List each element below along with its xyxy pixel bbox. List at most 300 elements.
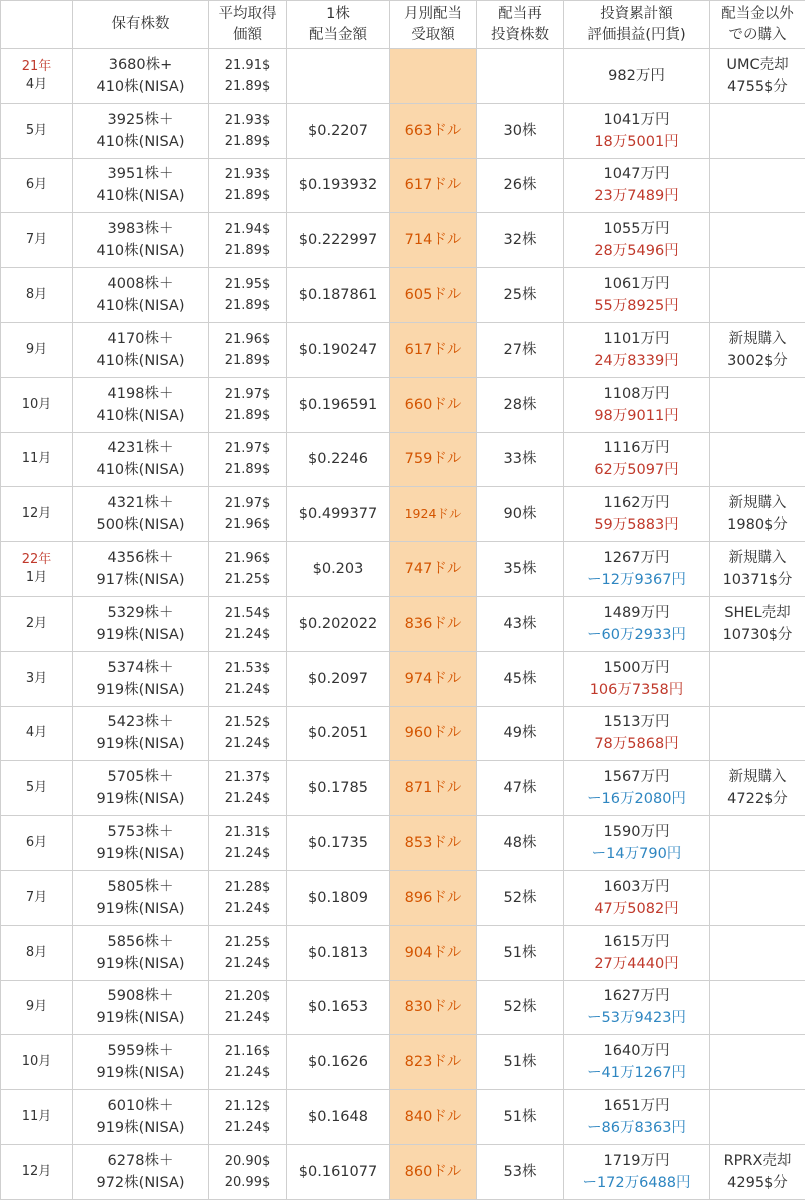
month-cell <box>1 706 73 761</box>
monthly-received-cell: 617ドル <box>390 158 477 213</box>
table-row <box>1 432 805 487</box>
other-purchase-line2: 4295$分 <box>727 1174 788 1191</box>
year-label: 22年 <box>21 552 52 568</box>
month-label: 7月 <box>25 232 48 248</box>
avg-price-nisa: 21.89$ <box>224 78 271 94</box>
shares-regular: 5423株＋ <box>107 714 174 731</box>
shares-regular: 4008株＋ <box>107 276 174 293</box>
investment-total: 1603万円 <box>603 878 670 895</box>
table-row <box>1 487 805 542</box>
avg-price-cell <box>209 870 287 925</box>
shares-nisa: 917株(NISA) <box>96 572 185 589</box>
reinvested-shares-cell <box>477 49 564 104</box>
avg-price-cell <box>209 487 287 542</box>
avg-price-nisa: 21.24$ <box>224 736 271 752</box>
avg-price-nisa: 21.24$ <box>224 1065 271 1081</box>
monthly-received-cell: 605ドル <box>390 268 477 323</box>
other-purchase-cell <box>710 268 805 323</box>
reinvested-shares-cell: 45株 <box>477 651 564 706</box>
shares-nisa: 410株(NISA) <box>96 352 185 369</box>
shares-nisa: 972株(NISA) <box>96 1174 185 1191</box>
profit-loss: ー60万2933円 <box>587 626 686 643</box>
profit-loss: 27万4440円 <box>594 955 679 972</box>
month-label: 12月 <box>21 1163 52 1179</box>
dividend-per-share-cell: $0.161077 <box>287 1144 390 1199</box>
month-label: 11月 <box>21 451 52 467</box>
shares-regular: 6010株＋ <box>107 1098 174 1115</box>
table-row <box>1 925 805 980</box>
reinvested-shares-cell: 33株 <box>477 432 564 487</box>
investment-value-cell <box>564 761 710 816</box>
avg-price-cell <box>209 1090 287 1145</box>
reinvested-shares-cell: 28株 <box>477 377 564 432</box>
dividend-per-share-cell <box>287 49 390 104</box>
shares-nisa: 919株(NISA) <box>96 1065 185 1082</box>
month-cell <box>1 432 73 487</box>
shares-nisa: 410株(NISA) <box>96 243 185 260</box>
month-cell <box>1 213 73 268</box>
shares-cell <box>73 268 209 323</box>
avg-price-nisa: 21.24$ <box>224 846 271 862</box>
dividend-per-share-cell: $0.222997 <box>287 213 390 268</box>
month-label: 2月 <box>25 615 48 631</box>
investment-total: 1041万円 <box>603 111 670 128</box>
other-purchase-cell <box>710 542 805 597</box>
dividend-per-share-cell: $0.190247 <box>287 322 390 377</box>
other-purchase-cell <box>710 1090 805 1145</box>
other-purchase-cell <box>710 158 805 213</box>
table-body <box>1 49 805 1200</box>
avg-price-regular: 21.37$ <box>224 770 271 786</box>
avg-price-cell <box>209 322 287 377</box>
investment-total: 1055万円 <box>603 221 670 238</box>
month-label: 4月 <box>25 76 48 92</box>
month-label: 12月 <box>21 506 52 522</box>
shares-cell <box>73 377 209 432</box>
monthly-received-cell: 974ドル <box>390 651 477 706</box>
avg-price-cell <box>209 49 287 104</box>
header-reinv-line1: 配当再 <box>498 5 542 22</box>
shares-nisa: 919株(NISA) <box>96 736 185 753</box>
investment-value-cell <box>564 49 710 104</box>
monthly-received-cell: 1924ドル <box>390 487 477 542</box>
header-investment-value <box>564 1 710 49</box>
shares-cell <box>73 870 209 925</box>
avg-price-regular: 21.28$ <box>224 879 271 895</box>
month-label: 8月 <box>25 287 48 303</box>
month-label: 4月 <box>25 725 48 741</box>
shares-regular: 3951株＋ <box>107 166 174 183</box>
avg-price-cell <box>209 706 287 761</box>
investment-total: 1719万円 <box>603 1152 670 1169</box>
other-purchase-line1: 新規購入 <box>728 330 787 347</box>
other-purchase-cell <box>710 103 805 158</box>
reinvested-shares-cell: 43株 <box>477 596 564 651</box>
shares-cell <box>73 432 209 487</box>
other-purchase-cell <box>710 432 805 487</box>
other-purchase-cell <box>710 596 805 651</box>
avg-price-nisa: 21.24$ <box>224 955 271 971</box>
header-monthly-line1: 月別配当 <box>404 5 462 22</box>
other-purchase-cell <box>710 870 805 925</box>
other-purchase-cell <box>710 980 805 1035</box>
header-other-purchases <box>710 1 805 49</box>
other-purchase-cell <box>710 761 805 816</box>
header-reinv-line2: 投資株数 <box>491 26 549 43</box>
dividend-per-share-cell: $0.499377 <box>287 487 390 542</box>
avg-price-nisa: 21.24$ <box>224 900 271 916</box>
avg-price-regular: 21.52$ <box>224 715 271 731</box>
investment-value-cell <box>564 432 710 487</box>
reinvested-shares-cell: 51株 <box>477 1035 564 1090</box>
shares-nisa: 919株(NISA) <box>96 846 185 863</box>
other-purchase-line1: SHEL売却 <box>724 604 791 621</box>
avg-price-regular: 21.93$ <box>224 112 271 128</box>
profit-loss: ー12万9367円 <box>587 572 686 589</box>
avg-price-nisa: 21.89$ <box>224 407 271 423</box>
profit-loss: 28万5496円 <box>594 243 679 260</box>
profit-loss: ー14万790円 <box>591 846 682 863</box>
shares-nisa: 500株(NISA) <box>96 517 185 534</box>
shares-regular: 5374株＋ <box>107 659 174 676</box>
reinvested-shares-cell: 51株 <box>477 1090 564 1145</box>
other-purchase-cell <box>710 322 805 377</box>
monthly-received-cell: 853ドル <box>390 816 477 871</box>
shares-nisa: 919株(NISA) <box>96 1010 185 1027</box>
table-row <box>1 1090 805 1145</box>
month-label: 5月 <box>25 122 48 138</box>
avg-price-nisa: 21.89$ <box>224 243 271 259</box>
other-purchase-line1: UMC売却 <box>726 56 789 73</box>
avg-price-cell <box>209 925 287 980</box>
table-header <box>1 1 805 49</box>
monthly-received-cell: 830ドル <box>390 980 477 1035</box>
avg-price-cell <box>209 158 287 213</box>
month-cell <box>1 816 73 871</box>
other-purchase-line2: 1980$分 <box>727 517 788 534</box>
dividend-per-share-cell: $0.187861 <box>287 268 390 323</box>
month-label: 6月 <box>25 177 48 193</box>
investment-total: 982万円 <box>608 67 665 84</box>
shares-cell <box>73 1035 209 1090</box>
shares-nisa: 410株(NISA) <box>96 407 185 424</box>
dividend-per-share-cell: $0.202022 <box>287 596 390 651</box>
month-cell <box>1 651 73 706</box>
profit-loss: 78万5868円 <box>594 736 679 753</box>
header-row <box>1 1 805 49</box>
other-purchase-cell <box>710 1035 805 1090</box>
shares-cell <box>73 706 209 761</box>
avg-price-cell <box>209 432 287 487</box>
table-row <box>1 706 805 761</box>
investment-value-cell <box>564 596 710 651</box>
avg-price-regular: 21.94$ <box>224 222 271 238</box>
table-row <box>1 870 805 925</box>
header-other-line1: 配当金以外 <box>721 5 794 22</box>
investment-value-cell <box>564 377 710 432</box>
profit-loss: ー172万6488円 <box>582 1174 691 1191</box>
month-cell <box>1 1035 73 1090</box>
month-label: 9月 <box>25 341 48 357</box>
investment-total: 1108万円 <box>603 385 670 402</box>
month-label: 11月 <box>21 1109 52 1125</box>
other-purchase-cell <box>710 1144 805 1199</box>
avg-price-regular: 21.16$ <box>224 1044 271 1060</box>
profit-loss: 55万8925円 <box>594 298 679 315</box>
shares-nisa: 410株(NISA) <box>96 78 185 95</box>
month-label: 8月 <box>25 944 48 960</box>
table-row <box>1 1035 805 1090</box>
profit-loss: 59万5883円 <box>594 517 679 534</box>
dividend-per-share-cell: $0.203 <box>287 542 390 597</box>
avg-price-cell <box>209 213 287 268</box>
month-cell <box>1 925 73 980</box>
avg-price-regular: 21.96$ <box>224 551 271 567</box>
shares-regular: 5329株＋ <box>107 604 174 621</box>
shares-cell <box>73 816 209 871</box>
profit-loss: 23万7489円 <box>594 188 679 205</box>
shares-nisa: 919株(NISA) <box>96 955 185 972</box>
monthly-received-cell: 747ドル <box>390 542 477 597</box>
monthly-received-cell: 617ドル <box>390 322 477 377</box>
table-row <box>1 49 805 104</box>
table-row <box>1 322 805 377</box>
header-div-line2: 配当金額 <box>309 26 367 43</box>
header-dividend-per-share <box>287 1 390 49</box>
month-cell <box>1 542 73 597</box>
shares-regular: 5705株＋ <box>107 769 174 786</box>
shares-cell <box>73 158 209 213</box>
reinvested-shares-cell: 25株 <box>477 268 564 323</box>
investment-value-cell <box>564 706 710 761</box>
avg-price-nisa: 21.25$ <box>224 572 271 588</box>
other-purchase-line2: 4722$分 <box>727 791 788 808</box>
table-row <box>1 377 805 432</box>
profit-loss: 106万7358円 <box>589 681 684 698</box>
avg-price-cell <box>209 542 287 597</box>
other-purchase-cell <box>710 487 805 542</box>
investment-total: 1627万円 <box>603 988 670 1005</box>
investment-total: 1590万円 <box>603 824 670 841</box>
shares-regular: 3925株＋ <box>107 111 174 128</box>
shares-nisa: 919株(NISA) <box>96 791 185 808</box>
monthly-received-cell: 860ドル <box>390 1144 477 1199</box>
table-row <box>1 268 805 323</box>
investment-value-cell <box>564 322 710 377</box>
dividend-per-share-cell: $0.1648 <box>287 1090 390 1145</box>
avg-price-regular: 21.95$ <box>224 277 271 293</box>
month-cell <box>1 268 73 323</box>
shares-regular: 5856株＋ <box>107 933 174 950</box>
monthly-received-cell: 759ドル <box>390 432 477 487</box>
month-cell <box>1 870 73 925</box>
month-cell <box>1 1090 73 1145</box>
shares-cell <box>73 596 209 651</box>
investment-total: 1513万円 <box>603 714 670 731</box>
investment-total: 1651万円 <box>603 1098 670 1115</box>
table-row <box>1 103 805 158</box>
shares-regular: 4198株＋ <box>107 385 174 402</box>
investment-value-cell <box>564 542 710 597</box>
shares-cell <box>73 761 209 816</box>
header-month <box>1 1 73 49</box>
avg-price-regular: 21.91$ <box>224 57 271 73</box>
shares-regular: 4321株＋ <box>107 495 174 512</box>
avg-price-nisa: 21.24$ <box>224 681 271 697</box>
investment-value-cell <box>564 103 710 158</box>
investment-value-cell <box>564 980 710 1035</box>
investment-value-cell <box>564 268 710 323</box>
investment-value-cell <box>564 1144 710 1199</box>
investment-total: 1116万円 <box>603 440 670 457</box>
month-cell <box>1 158 73 213</box>
shares-cell <box>73 1090 209 1145</box>
avg-price-regular: 21.97$ <box>224 386 271 402</box>
month-cell <box>1 377 73 432</box>
profit-loss: 18万5001円 <box>594 133 679 150</box>
avg-price-nisa: 21.96$ <box>224 517 271 533</box>
shares-regular: 5753株＋ <box>107 824 174 841</box>
avg-price-nisa: 21.24$ <box>224 791 271 807</box>
other-purchase-line1: 新規購入 <box>728 495 787 512</box>
investment-total: 1500万円 <box>603 659 670 676</box>
avg-price-nisa: 20.99$ <box>224 1174 271 1190</box>
reinvested-shares-cell: 90株 <box>477 487 564 542</box>
header-avg-price-line1: 平均取得 <box>218 5 277 22</box>
table-row <box>1 1144 805 1199</box>
avg-price-nisa: 21.89$ <box>224 298 271 314</box>
avg-price-cell <box>209 1035 287 1090</box>
header-avg-price <box>209 1 287 49</box>
shares-nisa: 410株(NISA) <box>96 188 185 205</box>
dividend-per-share-cell: $0.196591 <box>287 377 390 432</box>
reinvested-shares-cell: 52株 <box>477 980 564 1035</box>
other-purchase-line1: 新規購入 <box>728 769 787 786</box>
shares-cell <box>73 925 209 980</box>
investment-total: 1267万円 <box>603 550 670 567</box>
profit-loss: ー53万9423円 <box>587 1010 686 1027</box>
other-purchase-line2: 10730$分 <box>722 626 793 643</box>
reinvested-shares-cell: 47株 <box>477 761 564 816</box>
month-cell <box>1 322 73 377</box>
monthly-received-cell: 960ドル <box>390 706 477 761</box>
investment-value-cell <box>564 870 710 925</box>
dividend-per-share-cell: $0.1809 <box>287 870 390 925</box>
header-shares: 保有株数 <box>73 1 209 49</box>
investment-total: 1061万円 <box>603 276 670 293</box>
investment-value-cell <box>564 816 710 871</box>
avg-price-regular: 21.96$ <box>224 331 271 347</box>
other-purchase-cell <box>710 706 805 761</box>
profit-loss: ー86万8363円 <box>587 1120 686 1137</box>
month-cell <box>1 596 73 651</box>
year-label: 21年 <box>21 58 52 74</box>
reinvested-shares-cell: 32株 <box>477 213 564 268</box>
avg-price-cell <box>209 651 287 706</box>
reinvested-shares-cell: 27株 <box>477 322 564 377</box>
avg-price-regular: 21.97$ <box>224 496 271 512</box>
investment-total: 1101万円 <box>603 330 670 347</box>
table-row <box>1 651 805 706</box>
shares-nisa: 919株(NISA) <box>96 900 185 917</box>
shares-regular: 3680株+ <box>108 56 173 73</box>
other-purchase-cell <box>710 49 805 104</box>
monthly-received-cell: 823ドル <box>390 1035 477 1090</box>
table-row <box>1 158 805 213</box>
investment-value-cell <box>564 925 710 980</box>
shares-nisa: 919株(NISA) <box>96 626 185 643</box>
investment-value-cell <box>564 158 710 213</box>
avg-price-nisa: 21.89$ <box>224 133 271 149</box>
month-cell <box>1 980 73 1035</box>
month-label: 3月 <box>25 670 48 686</box>
investment-total: 1567万円 <box>603 769 670 786</box>
other-purchase-cell <box>710 377 805 432</box>
shares-cell <box>73 1144 209 1199</box>
dividend-per-share-cell: $0.1785 <box>287 761 390 816</box>
shares-cell <box>73 213 209 268</box>
month-label: 5月 <box>25 780 48 796</box>
table-row <box>1 761 805 816</box>
dividend-per-share-cell: $0.2207 <box>287 103 390 158</box>
month-label: 10月 <box>21 396 52 412</box>
shares-regular: 6278株＋ <box>107 1152 174 1169</box>
avg-price-cell <box>209 268 287 323</box>
avg-price-cell <box>209 980 287 1035</box>
avg-price-regular: 21.93$ <box>224 167 271 183</box>
month-cell <box>1 103 73 158</box>
monthly-received-cell: 663ドル <box>390 103 477 158</box>
reinvested-shares-cell: 51株 <box>477 925 564 980</box>
avg-price-nisa: 21.89$ <box>224 352 271 368</box>
other-purchase-cell <box>710 213 805 268</box>
header-avg-price-line2: 価額 <box>233 26 262 43</box>
shares-regular: 5959株＋ <box>107 1043 174 1060</box>
profit-loss: ー16万2080円 <box>587 791 686 808</box>
shares-cell <box>73 49 209 104</box>
month-cell <box>1 761 73 816</box>
profit-loss: 47万5082円 <box>594 900 679 917</box>
avg-price-regular: 20.90$ <box>224 1153 271 1169</box>
avg-price-regular: 21.25$ <box>224 934 271 950</box>
other-purchase-line2: 4755$分 <box>727 78 788 95</box>
shares-cell <box>73 487 209 542</box>
avg-price-regular: 21.97$ <box>224 441 271 457</box>
avg-price-nisa: 21.89$ <box>224 462 271 478</box>
monthly-received-cell <box>390 49 477 104</box>
month-cell <box>1 49 73 104</box>
header-value-line1: 投資累計額 <box>600 5 673 22</box>
avg-price-cell <box>209 377 287 432</box>
month-label: 10月 <box>21 1054 52 1070</box>
shares-regular: 4231株＋ <box>107 440 174 457</box>
other-purchase-cell <box>710 651 805 706</box>
profit-loss: 98万9011円 <box>594 407 679 424</box>
shares-regular: 3983株＋ <box>107 221 174 238</box>
avg-price-cell <box>209 103 287 158</box>
month-label: 1月 <box>25 570 48 586</box>
monthly-received-cell: 660ドル <box>390 377 477 432</box>
reinvested-shares-cell: 26株 <box>477 158 564 213</box>
reinvested-shares-cell: 35株 <box>477 542 564 597</box>
other-purchase-line1: RPRX売却 <box>723 1152 792 1169</box>
shares-cell <box>73 542 209 597</box>
shares-nisa: 919株(NISA) <box>96 1120 185 1137</box>
monthly-received-cell: 836ドル <box>390 596 477 651</box>
month-cell <box>1 487 73 542</box>
avg-price-regular: 21.53$ <box>224 660 271 676</box>
table-row <box>1 542 805 597</box>
